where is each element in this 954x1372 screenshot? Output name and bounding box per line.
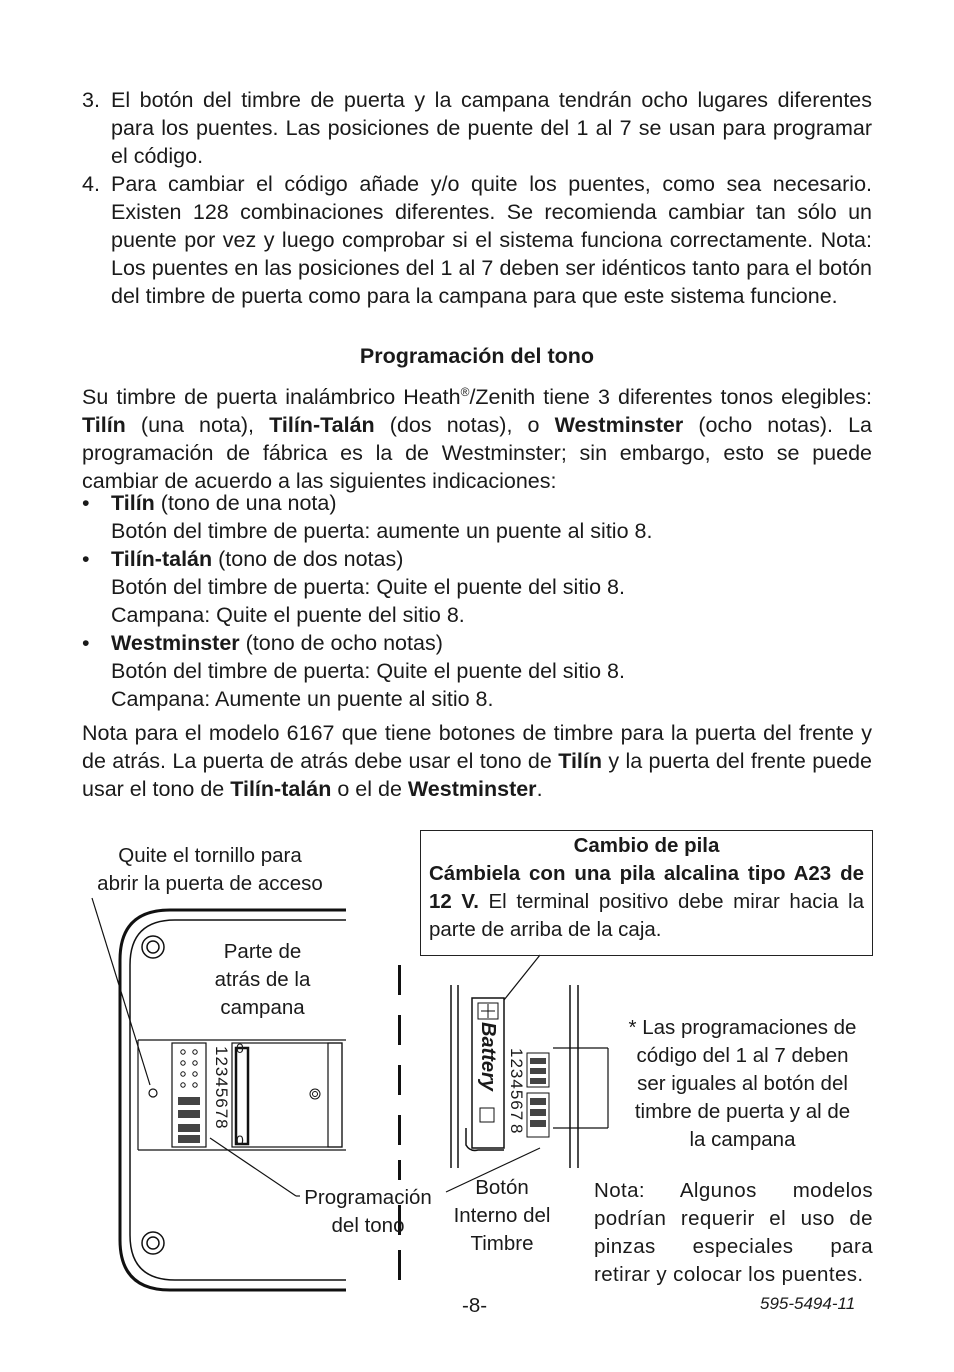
note-line: * Las programaciones de (628, 1016, 857, 1039)
note-text: Nota para el modelo 6167 que tiene botones de timbre para la puerta del frente y de atrás. La puerta de atrás debe usar el tono de (82, 721, 872, 773)
intro-text-b: /Zenith tiene 3 diferentes tonos elegibles: (469, 385, 872, 410)
bullet-dot: • (82, 547, 90, 571)
internal-button-label (452, 1174, 552, 1258)
note-text: y la puerta del frente puede usar el tono de (82, 749, 872, 801)
tone-desc-2: (dos notas), o (389, 413, 540, 438)
tone-programming-label (290, 1184, 446, 1240)
item-3-text: El botón del timbre de puerta y la campana tendrán ocho lugares diferentes para los puentes. Las posiciones de puente del 1 al 7 se usan para programar el código. (111, 88, 872, 168)
button-jumper-numbers: 1234567 (507, 1048, 526, 1122)
bullet-line: Campana: Quite el puente del sitio 8. (111, 603, 465, 627)
label-line: Timbre (470, 1232, 534, 1255)
note-line: código del 1 al 7 deben (636, 1044, 849, 1067)
bullet-line: Botón del timbre de puerta: Quite el puente del sitio 8. (111, 659, 625, 683)
label-line: Programación (304, 1186, 432, 1209)
label-line: Botón (475, 1176, 529, 1199)
registered-mark: ® (460, 385, 470, 399)
bullet-title: Tilín (111, 491, 155, 515)
section-heading: Programación del tono (359, 344, 595, 368)
battery-box-title: Cambio de pila (573, 834, 720, 857)
battery-box-bold: Cámbiela con una pila alcalina tipo A23 de 12 V. (429, 862, 864, 913)
tone-desc-3: (ocho notas). La programación de fábrica es la de Westminster; sin embargo, esto se puede cambiar de acuerdo a las siguientes indicaciones: (82, 413, 872, 494)
tone-name-3: Westminster (554, 413, 684, 438)
zero-mark-top: 0 (236, 1040, 244, 1056)
label-line: Parte de (223, 940, 302, 963)
button-jumper-8: 8 (507, 1124, 526, 1134)
note-line: ser iguales al botón del (637, 1072, 848, 1095)
battery-label: Battery (477, 1022, 499, 1091)
document-number: 595-5494-11 (760, 1294, 856, 1313)
page-number: -8- (462, 1294, 488, 1317)
bullet-title: Westminster (111, 631, 240, 655)
bullet-desc: (tono de una nota) (160, 491, 337, 515)
item-4-number: 4. (82, 172, 100, 196)
bullet-line: Campana: Aumente un puente al sitio 8. (111, 687, 494, 711)
bullet-dot: • (82, 491, 90, 515)
battery-box-text (429, 860, 864, 944)
label-line: Interno del (453, 1204, 551, 1227)
label-line: campana (220, 996, 305, 1019)
zero-mark-bottom: 0 (236, 1132, 244, 1148)
chime-jumper-numbers: 12345678 (212, 1046, 231, 1130)
tone-desc-1: (una nota), (140, 413, 255, 438)
bullet-dot: • (82, 631, 90, 655)
bullet-desc: (tono de ocho notas) (245, 631, 443, 655)
code-note (610, 1014, 875, 1154)
note-line: timbre de puerta y al de (634, 1100, 851, 1123)
bullet-line: Botón del timbre de puerta: aumente un puente al sitio 8. (111, 519, 653, 543)
bullet-desc: (tono de dos notas) (218, 547, 404, 571)
bullet-title: Tilín-talán (111, 547, 213, 571)
note-text: . (536, 777, 543, 801)
battery-change-box (420, 830, 873, 956)
tone-name-2: Tilín-Talán (269, 413, 375, 438)
tools-note: Nota: Algunos modelos podrían requerir el uso de pinzas especiales para retirar y colocar los puentes. (594, 1179, 873, 1286)
label-line: atrás de la (214, 968, 311, 991)
bullet-line: Botón del timbre de puerta: Quite el puente del sitio 8. (111, 575, 625, 599)
note-bold: Tilín (558, 749, 603, 773)
note-bold: Westminster (407, 777, 537, 801)
note-line: la campana (689, 1128, 796, 1151)
note-bold: Tilín-talán (230, 777, 332, 801)
tone-name-1: Tilín (82, 413, 126, 438)
label-line: abrir la puerta de acceso (97, 872, 323, 895)
note-text: o el de (337, 777, 402, 801)
item-3-number: 3. (82, 88, 100, 112)
label-line: del tono (331, 1214, 405, 1237)
battery-box-body: El terminal positivo debe mirar hacia la parte de arriba de la caja. (429, 890, 864, 941)
label-line: Quite el tornillo para (118, 844, 302, 867)
item-4-text: Para cambiar el código añade y/o quite los puentes, como sea necesario. Existen 128 combinaciones diferentes. Se recomienda cambiar tan sólo un puente por vez y luego comprobar si el sistema funciona correctamente. Nota: Los puentes en las posiciones del 1 al 7 deben ser idénticos tanto para el botón del timbre de puerta como para la campana para que este sistema funcione. (111, 172, 872, 308)
back-of-chime-label (190, 938, 335, 1022)
intro-text-a: Su timbre de puerta inalámbrico Heath (82, 385, 461, 410)
